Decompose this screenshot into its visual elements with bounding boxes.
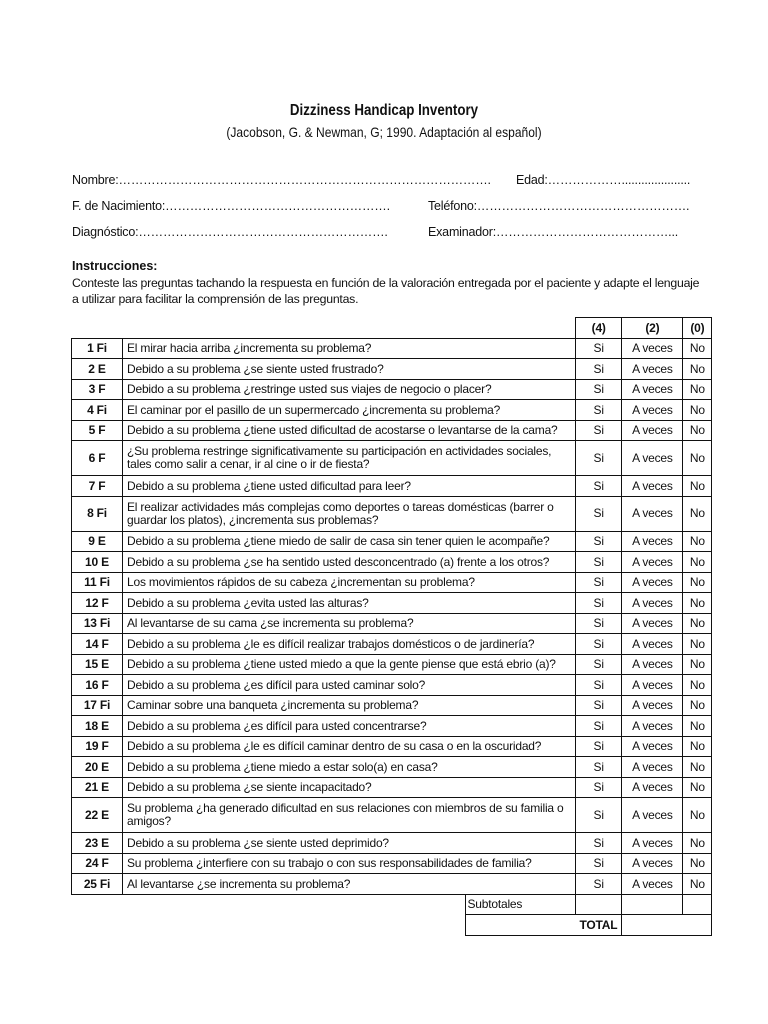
answer-no[interactable]: No	[683, 675, 712, 696]
question-number: 4 Fi	[72, 400, 123, 421]
question-row	[72, 572, 712, 593]
answer-si[interactable]: Si	[576, 874, 622, 895]
answer-no[interactable]: No	[683, 400, 712, 421]
answer-si[interactable]: Si	[576, 476, 622, 497]
answer-si[interactable]: Si	[576, 675, 622, 696]
question-text: El mirar hacia arriba ¿incrementa su problema?	[123, 338, 576, 359]
answer-si[interactable]: Si	[576, 552, 622, 573]
document-title: Dizziness Handicap Inventory	[289, 102, 479, 119]
question-row	[72, 833, 712, 854]
answer-a-veces[interactable]: A veces	[622, 675, 683, 696]
answer-si[interactable]: Si	[576, 654, 622, 675]
answer-no[interactable]: No	[683, 496, 712, 531]
question-row	[72, 757, 712, 778]
question-number: 25 Fi	[72, 874, 123, 895]
question-row	[72, 716, 712, 737]
question-text: Debido a su problema ¿tiene usted miedo a que la gente piense que está ebrio (a)?	[123, 654, 576, 675]
answer-a-veces[interactable]: A veces	[622, 496, 683, 531]
answer-no[interactable]: No	[683, 798, 712, 833]
question-text: Debido a su problema ¿tiene usted dificultad de acostarse o levantarse de la cama?	[123, 420, 576, 441]
answer-a-veces[interactable]: A veces	[622, 400, 683, 421]
answer-no[interactable]: No	[683, 379, 712, 400]
question-text: El caminar por el pasillo de un supermercado ¿incrementa su problema?	[123, 400, 576, 421]
question-number: 23 E	[72, 833, 123, 854]
question-number: 17 Fi	[72, 695, 123, 716]
question-row	[72, 853, 712, 874]
question-text: Al levantarse de su cama ¿se incrementa su problema?	[123, 613, 576, 634]
question-number: 16 F	[72, 675, 123, 696]
answer-no[interactable]: No	[683, 572, 712, 593]
question-row	[72, 634, 712, 655]
answer-a-veces[interactable]: A veces	[622, 634, 683, 655]
answer-no[interactable]: No	[683, 695, 712, 716]
instructions-text: Conteste las preguntas tachando la respuesta en función de la valoración entregada por el paciente y adapte el lenguaje a utilizar para facilitar la comprensión de las preguntas.	[72, 276, 700, 306]
answer-a-veces[interactable]: A veces	[622, 359, 683, 380]
question-row	[72, 379, 712, 400]
question-number: 12 F	[72, 593, 123, 614]
answer-a-veces[interactable]: A veces	[622, 572, 683, 593]
question-text: Debido a su problema ¿se siente usted deprimido?	[123, 833, 576, 854]
answer-si[interactable]: Si	[576, 613, 622, 634]
answer-no[interactable]: No	[683, 736, 712, 757]
answer-a-veces[interactable]: A veces	[622, 476, 683, 497]
answer-a-veces[interactable]: A veces	[622, 654, 683, 675]
answer-no[interactable]: No	[683, 654, 712, 675]
table-header-row	[72, 318, 712, 339]
answer-a-veces[interactable]: A veces	[622, 833, 683, 854]
answer-a-veces[interactable]: A veces	[622, 798, 683, 833]
answer-no[interactable]: No	[683, 757, 712, 778]
answer-si[interactable]: Si	[576, 853, 622, 874]
answer-a-veces[interactable]: A veces	[622, 716, 683, 737]
question-number: 10 E	[72, 552, 123, 573]
answer-si[interactable]: Si	[576, 757, 622, 778]
question-text: Debido a su problema ¿restringe usted sus viajes de negocio o placer?	[123, 379, 576, 400]
question-text: Debido a su problema ¿se siente incapacitado?	[123, 777, 576, 798]
question-text: ¿Su problema restringe significativamente su participación en actividades sociales, tales como salir a cenar, ir al cine o ir de fiesta?	[123, 441, 576, 476]
answer-si[interactable]: Si	[576, 716, 622, 737]
diagnostico-field[interactable]: Diagnóstico:…………………………………………………….	[72, 225, 388, 239]
total-label: TOTAL	[576, 915, 622, 936]
nacimiento-field[interactable]: F. de Nacimiento:……………………………………………….	[72, 199, 390, 213]
question-text: Debido a su problema ¿se siente usted frustrado?	[123, 359, 576, 380]
answer-si[interactable]: Si	[576, 441, 622, 476]
question-row	[72, 798, 712, 833]
answer-no[interactable]: No	[683, 634, 712, 655]
question-text: Debido a su problema ¿es difícil para usted concentrarse?	[123, 716, 576, 737]
question-text: Debido a su problema ¿es difícil para usted caminar solo?	[123, 675, 576, 696]
answer-si[interactable]: Si	[576, 593, 622, 614]
answer-si[interactable]: Si	[576, 833, 622, 854]
question-text: El realizar actividades más complejas como deportes o tareas domésticas (barrer o guardar los platos), ¿incrementa sus problemas?	[123, 496, 576, 531]
answer-si[interactable]: Si	[576, 359, 622, 380]
answer-no[interactable]: No	[683, 874, 712, 895]
question-text: Debido a su problema ¿le es difícil realizar trabajos domésticos o de jardinería?	[123, 634, 576, 655]
question-text: Debido a su problema ¿le es difícil caminar dentro de su casa o en la oscuridad?	[123, 736, 576, 757]
question-number: 18 E	[72, 716, 123, 737]
answer-a-veces[interactable]: A veces	[622, 338, 683, 359]
question-number: 19 F	[72, 736, 123, 757]
answer-no[interactable]: No	[683, 777, 712, 798]
answer-si[interactable]: Si	[576, 634, 622, 655]
question-row	[72, 359, 712, 380]
question-text: Al levantarse ¿se incrementa su problema?	[123, 874, 576, 895]
document-subtitle: (Jacobson, G. & Newman, G; 1990. Adaptación al español)	[226, 124, 542, 140]
question-row	[72, 400, 712, 421]
answer-a-veces[interactable]: A veces	[622, 757, 683, 778]
question-text: Los movimientos rápidos de su cabeza ¿incrementan su problema?	[123, 572, 576, 593]
question-number: 8 Fi	[72, 496, 123, 531]
answer-a-veces[interactable]: A veces	[622, 613, 683, 634]
answer-no[interactable]: No	[683, 593, 712, 614]
answer-si[interactable]: Si	[576, 531, 622, 552]
score-4-header: (4)	[576, 318, 622, 339]
question-number: 22 E	[72, 798, 123, 833]
question-row	[72, 695, 712, 716]
answer-si[interactable]: Si	[576, 338, 622, 359]
total-row	[72, 915, 712, 936]
answer-si[interactable]: Si	[576, 798, 622, 833]
answer-si[interactable]: Si	[576, 420, 622, 441]
question-number: 11 Fi	[72, 572, 123, 593]
question-number: 24 F	[72, 853, 123, 874]
answer-si[interactable]: Si	[576, 695, 622, 716]
answer-no[interactable]: No	[683, 552, 712, 573]
question-row	[72, 675, 712, 696]
answer-no[interactable]: No	[683, 476, 712, 497]
question-text: Su problema ¿ha generado dificultad en sus relaciones con miembros de su familia o amigos?	[123, 798, 576, 833]
answer-no[interactable]: No	[683, 441, 712, 476]
answer-a-veces[interactable]: A veces	[622, 441, 683, 476]
question-row	[72, 777, 712, 798]
answer-si[interactable]: Si	[576, 777, 622, 798]
question-number: 2 E	[72, 359, 123, 380]
question-number: 6 F	[72, 441, 123, 476]
answer-no[interactable]: No	[683, 531, 712, 552]
telefono-field[interactable]: Teléfono:…………………………………………….	[428, 199, 690, 213]
question-text: Debido a su problema ¿evita usted las alturas?	[123, 593, 576, 614]
answer-si[interactable]: Si	[576, 379, 622, 400]
subtotal-4-cell[interactable]	[576, 894, 622, 915]
question-number: 20 E	[72, 757, 123, 778]
question-row	[72, 736, 712, 757]
subtotal-2-cell[interactable]	[622, 894, 683, 915]
answer-si[interactable]: Si	[576, 736, 622, 757]
question-row	[72, 874, 712, 895]
answer-si[interactable]: Si	[576, 496, 622, 531]
question-text: Caminar sobre una banqueta ¿incrementa su problema?	[123, 695, 576, 716]
question-number: 7 F	[72, 476, 123, 497]
instructions-heading: Instrucciones:	[72, 259, 158, 273]
subtotals-row	[72, 894, 712, 915]
answer-a-veces[interactable]: A veces	[622, 379, 683, 400]
answer-a-veces[interactable]: A veces	[622, 420, 683, 441]
edad-field[interactable]: Edad:……………….....................	[516, 173, 691, 187]
answer-a-veces[interactable]: A veces	[622, 853, 683, 874]
question-number: 13 Fi	[72, 613, 123, 634]
question-number: 15 E	[72, 654, 123, 675]
answer-no[interactable]: No	[683, 833, 712, 854]
subtotals-label: Subtotales	[465, 895, 576, 915]
question-number: 3 F	[72, 379, 123, 400]
answer-no[interactable]: No	[683, 338, 712, 359]
question-number: 14 F	[72, 634, 123, 655]
question-row	[72, 552, 712, 573]
answer-no[interactable]: No	[683, 716, 712, 737]
answer-a-veces[interactable]: A veces	[622, 552, 683, 573]
answer-a-veces[interactable]: A veces	[622, 777, 683, 798]
question-row	[72, 613, 712, 634]
answer-no[interactable]: No	[683, 420, 712, 441]
question-row	[72, 441, 712, 476]
score-0-header: (0)	[683, 318, 712, 339]
question-text: Su problema ¿interfiere con su trabajo o con sus responsabilidades de familia?	[123, 853, 576, 874]
question-text: Debido a su problema ¿tiene usted dificultad para leer?	[123, 476, 576, 497]
question-number: 5 F	[72, 420, 123, 441]
question-text: Debido a su problema ¿tiene miedo a estar solo(a) en casa?	[123, 757, 576, 778]
question-text: Debido a su problema ¿se ha sentido usted desconcentrado (a) frente a los otros?	[123, 552, 576, 573]
answer-a-veces[interactable]: A veces	[622, 695, 683, 716]
question-number: 21 E	[72, 777, 123, 798]
subtotal-0-cell[interactable]	[683, 894, 712, 915]
score-2-header: (2)	[622, 318, 683, 339]
question-row	[72, 420, 712, 441]
total-cell[interactable]	[622, 915, 712, 936]
answer-no[interactable]: No	[683, 359, 712, 380]
answer-si[interactable]: Si	[576, 400, 622, 421]
examinador-field[interactable]: Examinador:……………………………………...	[428, 225, 678, 239]
question-row	[72, 531, 712, 552]
question-row	[72, 496, 712, 531]
answer-a-veces[interactable]: A veces	[622, 531, 683, 552]
answer-a-veces[interactable]: A veces	[622, 874, 683, 895]
question-row	[72, 593, 712, 614]
question-text: Debido a su problema ¿tiene miedo de salir de casa sin tener quien le acompañe?	[123, 531, 576, 552]
questionnaire-table	[71, 317, 712, 936]
answer-a-veces[interactable]: A veces	[622, 736, 683, 757]
question-number: 1 Fi	[72, 338, 123, 359]
answer-no[interactable]: No	[683, 853, 712, 874]
question-row	[72, 654, 712, 675]
question-number: 9 E	[72, 531, 123, 552]
nombre-field[interactable]: Nombre:……………………………………………………………………………….	[72, 173, 491, 187]
answer-si[interactable]: Si	[576, 572, 622, 593]
answer-a-veces[interactable]: A veces	[622, 593, 683, 614]
question-row	[72, 476, 712, 497]
answer-no[interactable]: No	[683, 613, 712, 634]
question-row	[72, 338, 712, 359]
